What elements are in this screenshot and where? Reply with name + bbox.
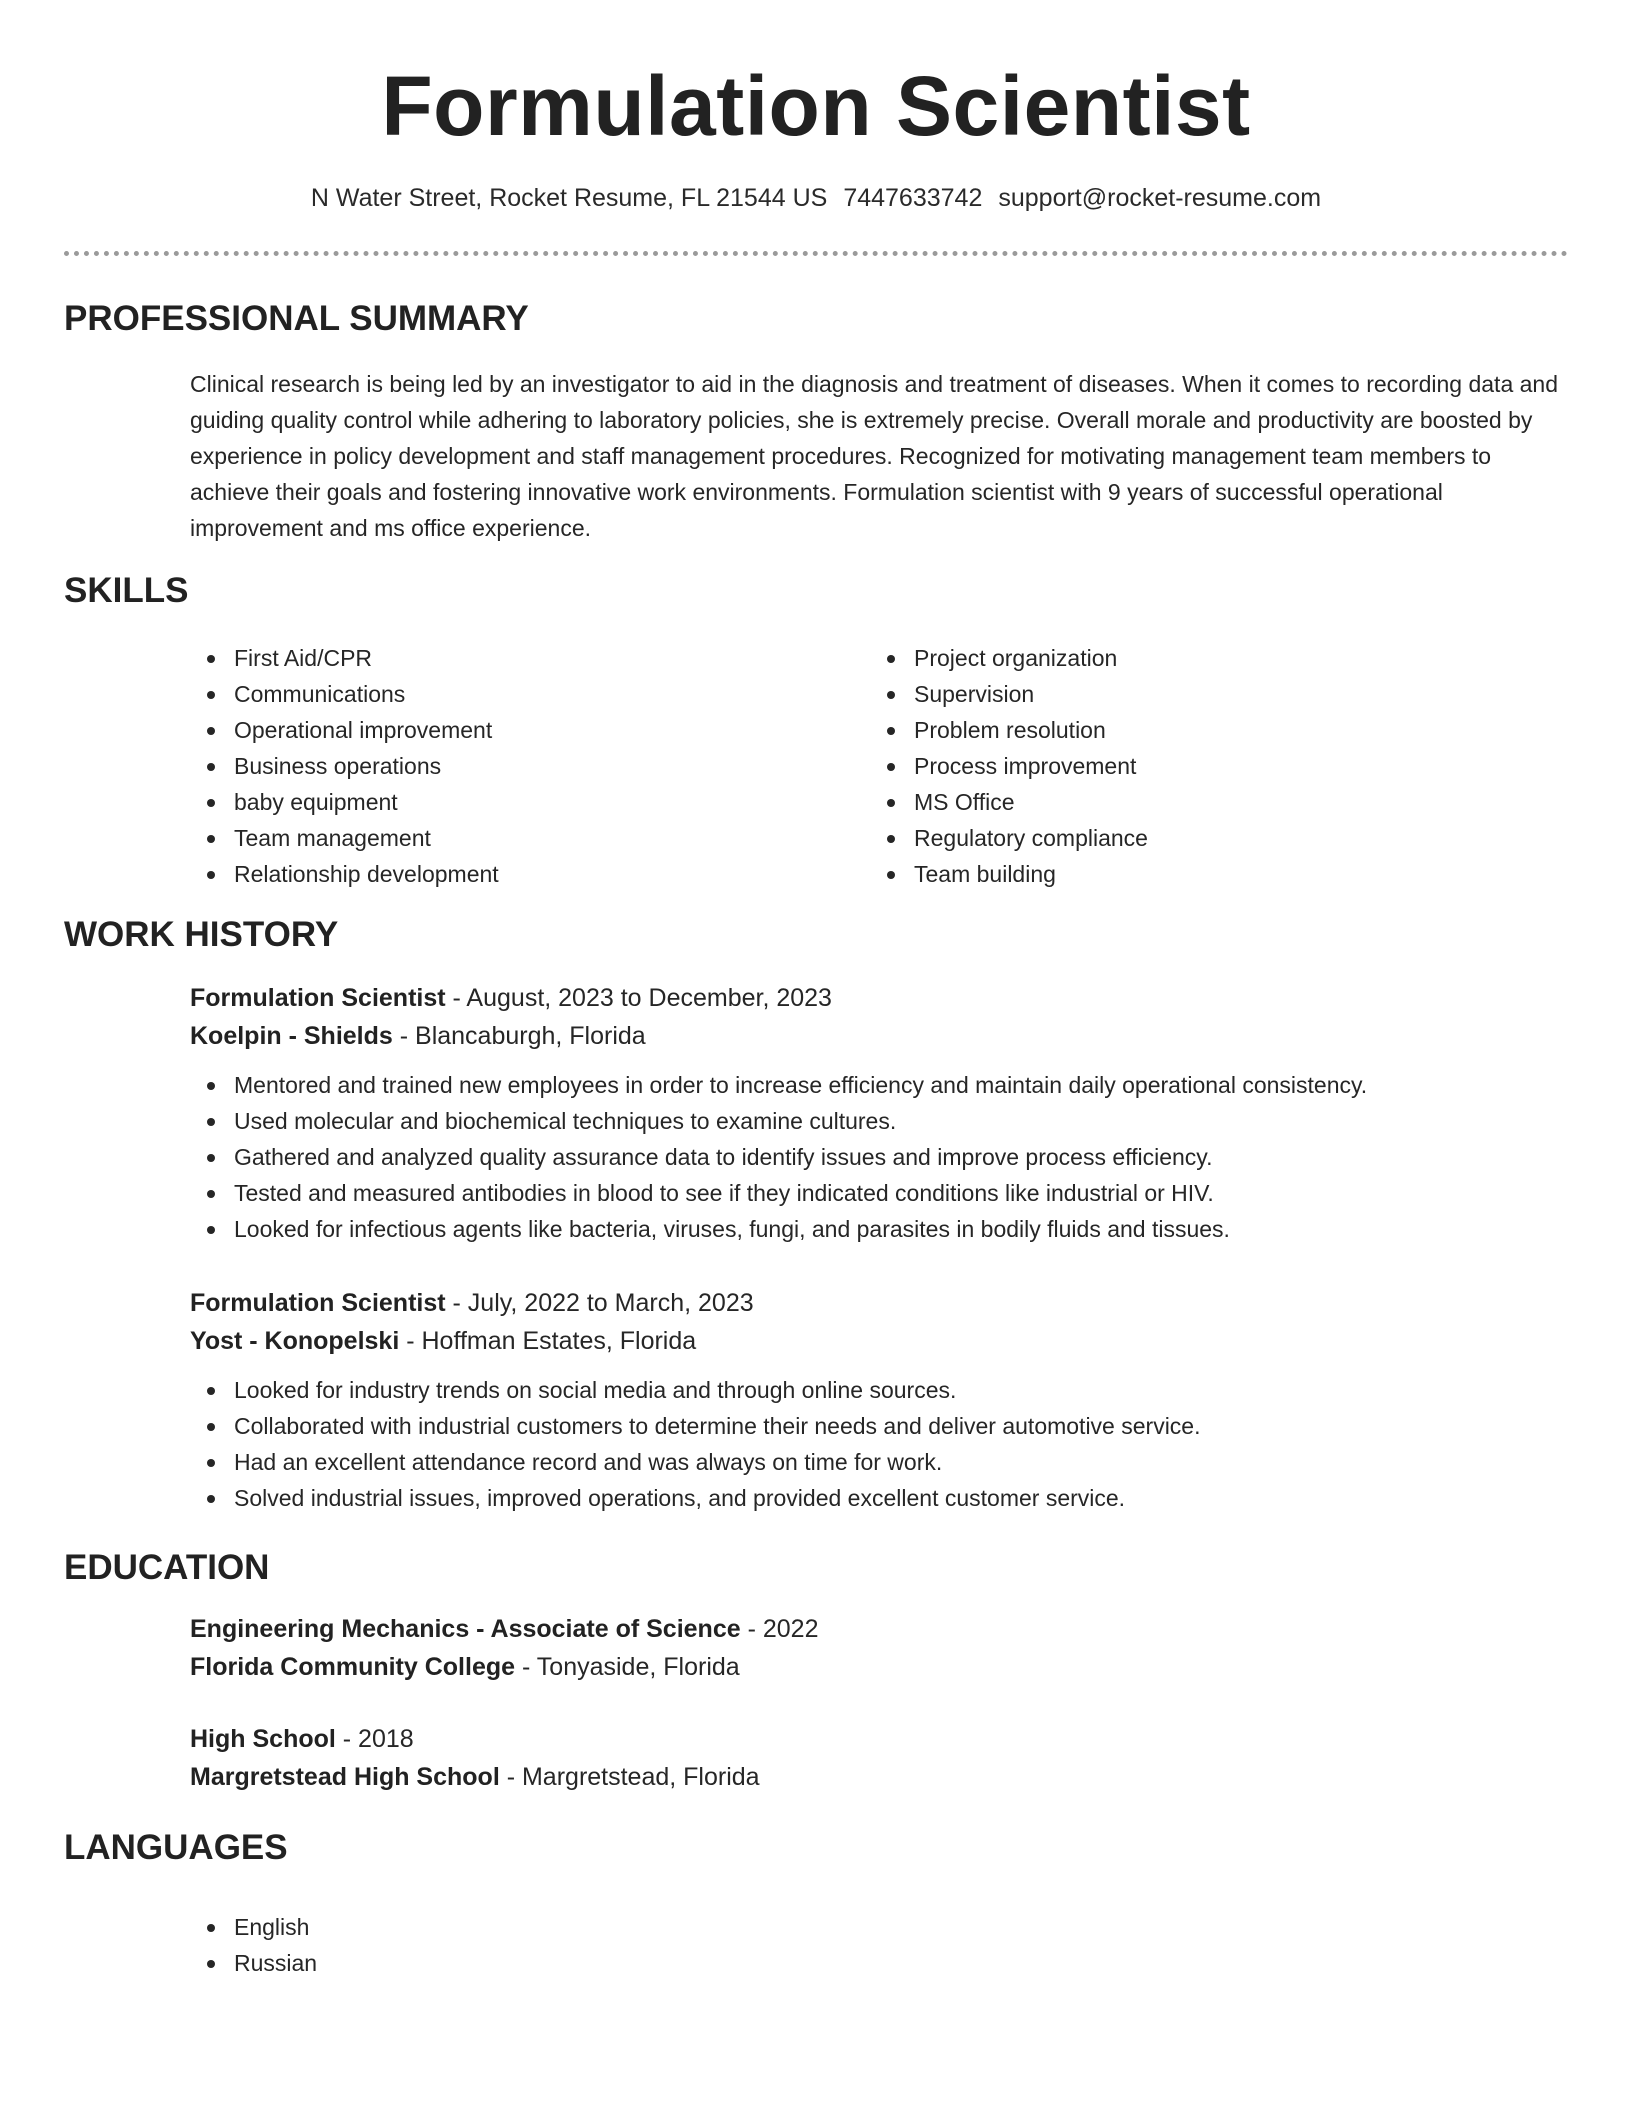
degree-name: Engineering Mechanics - Associate of Science xyxy=(190,1615,741,1643)
degree-line xyxy=(190,1610,1570,1648)
job-duty: Looked for industry trends on social media and through online sources. xyxy=(190,1372,1570,1408)
job-entry xyxy=(190,1284,1570,1516)
degree-line xyxy=(190,1720,1570,1758)
skill-item: Operational improvement xyxy=(190,712,830,748)
job-location: - Hoffman Estates, Florida xyxy=(399,1327,697,1355)
job-title-line xyxy=(190,979,1570,1017)
school-name: Margretstead High School xyxy=(190,1763,500,1791)
skills-list-right xyxy=(870,640,1510,892)
skills-list-left xyxy=(190,640,830,892)
job-company: Yost - Konopelski xyxy=(190,1327,400,1355)
school-line xyxy=(190,1648,1570,1686)
job-title: Formulation Scientist xyxy=(190,984,446,1012)
candidate-name: Formulation Scientist xyxy=(381,59,1251,153)
skill-item: MS Office xyxy=(870,784,1510,820)
skill-item: Team building xyxy=(870,856,1510,892)
job-duty: Looked for infectious agents like bacteria, viruses, fungi, and parasites in bodily fluids and tissues. xyxy=(190,1211,1570,1247)
skill-item: Regulatory compliance xyxy=(870,820,1510,856)
skill-item: Problem resolution xyxy=(870,712,1510,748)
contact-line xyxy=(0,182,1632,214)
job-duty: Gathered and analyzed quality assurance data to identify issues and improve process efficiency. xyxy=(190,1139,1570,1175)
school-location: - Margretstead, Florida xyxy=(499,1763,760,1791)
education-entry xyxy=(190,1720,1570,1796)
languages-heading: LANGUAGES xyxy=(64,1828,288,1867)
skill-item: Process improvement xyxy=(870,748,1510,784)
header-divider xyxy=(64,251,1568,256)
education-heading: EDUCATION xyxy=(64,1548,270,1587)
job-entry xyxy=(190,979,1570,1247)
skills-heading: SKILLS xyxy=(64,571,189,610)
skill-item: Relationship development xyxy=(190,856,830,892)
job-location: - Blancaburgh, Florida xyxy=(392,1022,646,1050)
skill-item: Communications xyxy=(190,676,830,712)
skill-item: Supervision xyxy=(870,676,1510,712)
summary-text: Clinical research is being led by an investigator to aid in the diagnosis and treatment of diseases. When it comes to recording data and guiding quality control while adhering to laboratory policies, she is extremely precise. Overall morale and productivity are boosted by experience in policy development and staff management procedures. Recognized for motivating management team members to achieve their goals and fostering innovative work environments. Formulation scientist with 9 years of successful operational improvement and ms office experience. xyxy=(190,371,1558,541)
skill-item: Team management xyxy=(190,820,830,856)
summary-heading: PROFESSIONAL SUMMARY xyxy=(64,299,529,338)
job-duty: Used molecular and biochemical techniques to examine cultures. xyxy=(190,1103,1570,1139)
language-item: Russian xyxy=(190,1945,317,1981)
education-entry xyxy=(190,1610,1570,1686)
work-history-heading: WORK HISTORY xyxy=(64,915,339,954)
job-duty: Solved industrial issues, improved operations, and provided excellent customer service. xyxy=(190,1480,1570,1516)
job-dates: - August, 2023 to December, 2023 xyxy=(445,984,832,1012)
languages-list xyxy=(190,1909,317,1981)
contact-phone: 7447633742 xyxy=(843,184,983,212)
job-title: Formulation Scientist xyxy=(190,1289,446,1317)
job-duty: Tested and measured antibodies in blood to see if they indicated conditions like industrial or HIV. xyxy=(190,1175,1570,1211)
job-duty: Mentored and trained new employees in order to increase efficiency and maintain daily operational consistency. xyxy=(190,1067,1570,1103)
job-title-line xyxy=(190,1284,1570,1322)
contact-address: N Water Street, Rocket Resume, FL 21544 US xyxy=(310,184,828,212)
job-duty: Collaborated with industrial customers to determine their needs and deliver automotive service. xyxy=(190,1408,1570,1444)
job-company-line xyxy=(190,1322,1570,1360)
skill-item: baby equipment xyxy=(190,784,830,820)
school-location: - Tonyaside, Florida xyxy=(515,1653,740,1681)
contact-email: support@rocket-resume.com xyxy=(998,184,1322,212)
job-company: Koelpin - Shields xyxy=(190,1022,393,1050)
skill-item: First Aid/CPR xyxy=(190,640,830,676)
degree-year: - 2022 xyxy=(740,1615,819,1643)
job-company-line xyxy=(190,1017,1570,1055)
degree-name: High School xyxy=(190,1725,336,1753)
skill-item: Project organization xyxy=(870,640,1510,676)
degree-year: - 2018 xyxy=(335,1725,414,1753)
job-dates: - July, 2022 to March, 2023 xyxy=(445,1289,754,1317)
skill-item: Business operations xyxy=(190,748,830,784)
job-duties xyxy=(190,1372,1570,1516)
job-duty: Had an excellent attendance record and was always on time for work. xyxy=(190,1444,1570,1480)
job-duties xyxy=(190,1067,1570,1247)
school-name: Florida Community College xyxy=(190,1653,516,1681)
language-item: English xyxy=(190,1909,317,1945)
school-line xyxy=(190,1758,1570,1796)
